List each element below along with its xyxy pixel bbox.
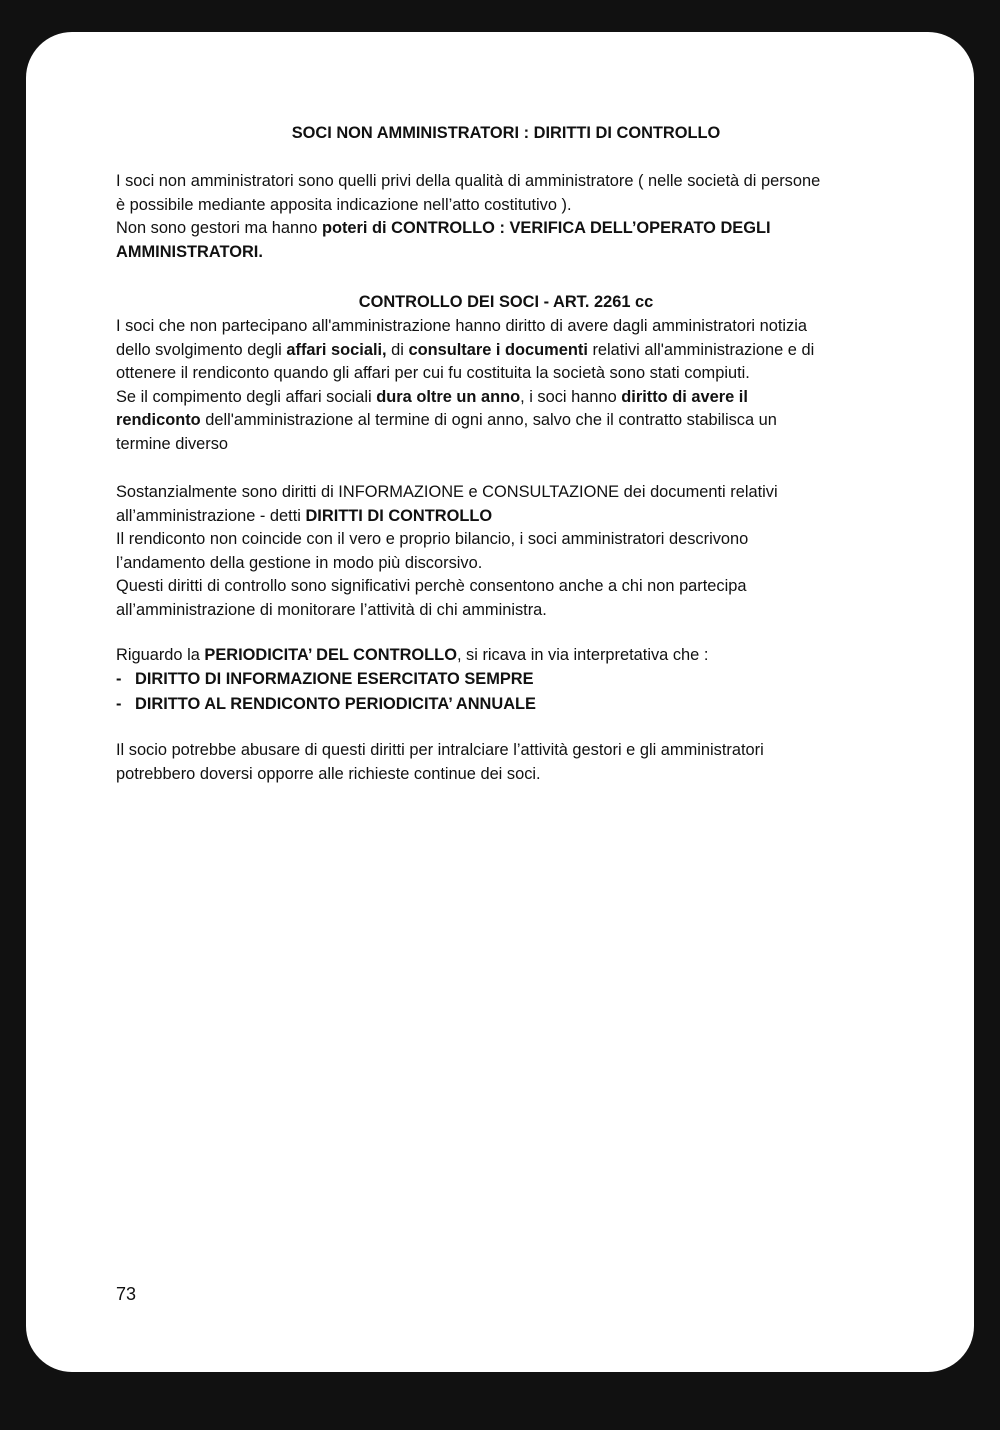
text-line: all’amministrazione di monitorare l’attività di chi amministra. [116,600,547,619]
text-line [116,217,896,241]
bullet-text: DIRITTO AL RENDICONTO PERIODICITA’ ANNUALE [135,695,536,713]
bold-span: AMMINISTRATORI. [116,242,263,261]
text-line [116,241,896,265]
bullet-item-rendiconto [116,693,896,717]
bold-span: PERIODICITA’ DEL CONTROLLO [204,646,457,664]
text-line: I soci che non partecipano all'amministrazione hanno diritto di avere dagli amministratori notizia [116,317,807,335]
text-span: relativi all'amministrazione e di [587,340,815,359]
paragraph-diritti-controllo [116,481,896,622]
text-line [116,409,896,433]
text-span: , si ricava in via interpretativa che : [456,646,709,664]
bold-span: diritto di avere il [621,387,748,406]
text-line: ottenere il rendiconto quando gli affari per cui fu costituita la società sono stati compiuti. [116,364,750,382]
text-span: dell'amministrazione al termine di ogni anno, salvo che il contratto stabilisca un [200,411,777,429]
text-span: Se il compimento degli affari sociali [116,387,377,406]
bold-span: affari sociali, [286,340,387,359]
text-line: Il socio potrebbe abusare di questi diritti per intralciare l’attività gestori e gli amministratori [116,741,764,759]
text-span: dello svolgimento degli [116,340,287,359]
text-span: Non sono gestori ma hanno [116,219,322,237]
text-span: , i soci hanno [520,387,622,406]
paragraph-abuso [116,739,896,786]
bold-span: rendiconto [116,411,201,429]
text-line: l’andamento della gestione in modo più discorsivo. [116,553,483,572]
text-line: Questi diritti di controllo sono significativi perchè consentono anche a chi non partecipa [116,577,747,595]
text-line: I soci non amministratori sono quelli privi della qualità di amministratore ( nelle società di persone [116,172,821,190]
bold-span: poteri di CONTROLLO : VERIFICA DELL’OPERATO DEGLI [321,219,771,237]
text-line [116,644,896,668]
text-span: all’amministrazione - detti [116,506,306,525]
text-line [116,386,896,410]
text-line: è possibile mediante apposita indicazione nell’atto costitutivo ). [116,195,572,214]
text-span: di [386,340,409,359]
text-line: termine diverso [116,434,229,453]
paragraph-periodicita [116,644,896,668]
heading-controllo-dei-soci: CONTROLLO DEI SOCI - ART. 2261 cc [358,293,654,311]
bold-span: consultare i documenti [408,340,588,359]
document-page [26,32,974,1372]
text-line: Sostanzialmente sono diritti di INFORMAZIONE e CONSULTAZIONE dei documenti relativi [116,483,778,501]
paragraph-intro [116,170,896,264]
bold-span: DIRITTI DI CONTROLLO [305,506,493,525]
dash-bullet: - [116,695,122,713]
text-line: Il rendiconto non coincide con il vero e proprio bilancio, i soci amministratori descrivono [116,530,749,548]
heading-soci-non-amministratori: SOCI NON AMMINISTRATORI : DIRITTI DI CONTROLLO [291,124,721,142]
text-line [116,339,896,363]
bold-span: dura oltre un anno [376,387,521,406]
page-number: 73 [116,1284,137,1304]
text-span: Riguardo la [116,646,205,664]
text-line [116,505,896,529]
bullet-text: DIRITTO DI INFORMAZIONE ESERCITATO SEMPRE [135,670,534,688]
paragraph-art-2261 [116,315,896,456]
dash-bullet: - [116,670,122,688]
bullet-item-informazione [116,668,896,692]
text-line: potrebbero doversi opporre alle richieste continue dei soci. [116,764,541,783]
